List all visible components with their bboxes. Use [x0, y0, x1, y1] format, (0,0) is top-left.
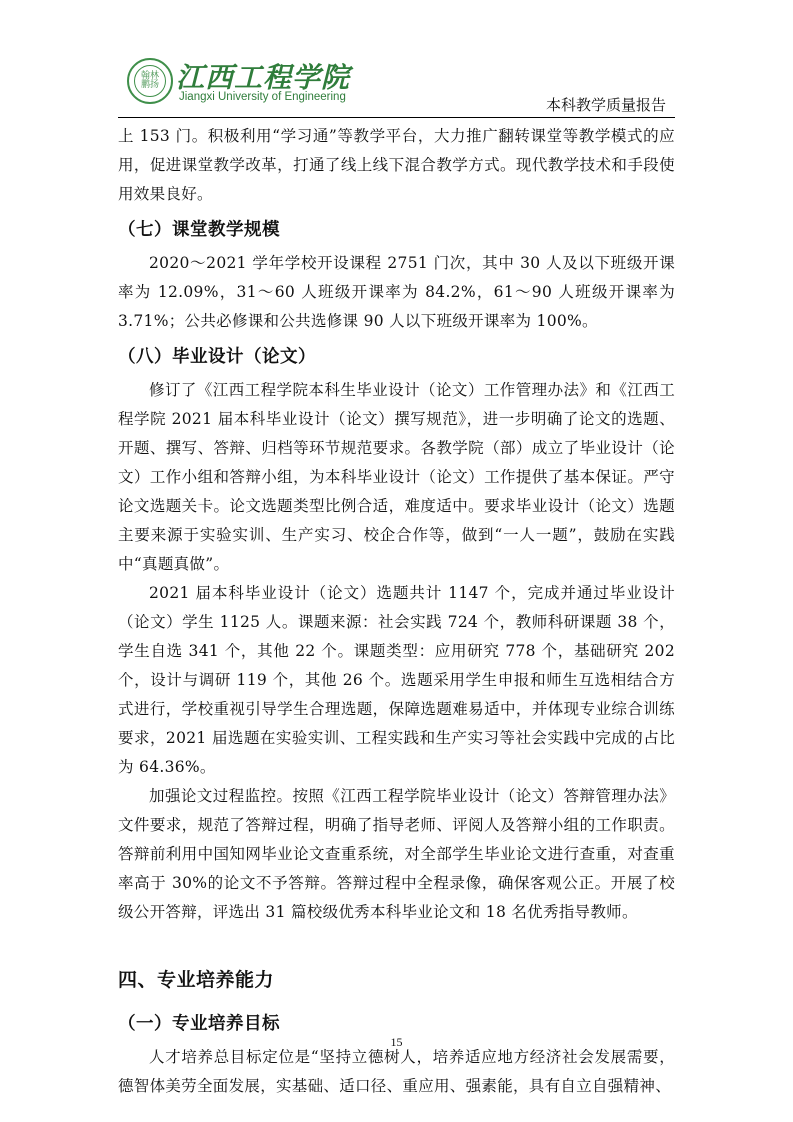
- paragraph-graduation-stats: 2021 届本科毕业设计（论文）选题共计 1147 个，完成并通过毕业设计（论文）学生 1125 人。课题来源：社会实践 724 个，教师科研课题 38 个，学生自选 341 个，其他 22 个。课题类型：应用研究 778 个，基础研究 202 个，设计与调研 119 个，其他 26 个。选题采用学生申报和师生互选相结合方式进行，学校重视引导学生合理选题，保障选题难易适中，并体现专业综合训练要求，2021 届选题在实验实训、工程实践和生产实习等社会实践中完成的占比为 64.36%。: [118, 584, 675, 776]
- heading-graduation-design: （八）毕业设计（论文）: [118, 347, 316, 367]
- seal-text: 翰林 鹏扬: [140, 71, 159, 90]
- university-seal-logo: [127, 58, 173, 104]
- header-divider: [118, 117, 675, 118]
- page-number: 15: [390, 1035, 403, 1049]
- paragraph-teaching-tech: 上 153 门。积极利用“学习通”等教学平台，大力推广翻转课堂等教学模式的应用，促进课堂教学改革，打通了线上线下混合教学方式。现代教学技术和手段使用效果良好。: [118, 127, 675, 203]
- heading-section-four: 四、专业培养能力: [118, 969, 275, 991]
- page-header: [0, 0, 793, 120]
- paragraph-class-size: 2020～2021 学年学校开设课程 2751 门次，其中 30 人及以下班级开课率为 12.09%，31～60 人班级开课率为 84.2%，61～90 人班级开课率为 3.71%；公共必修课和公共选修课 90 人以下班级开课率为 100%。: [118, 254, 675, 330]
- seal-inner-ring: [134, 65, 166, 97]
- heading-class-size: （七）课堂教学规模: [118, 220, 280, 240]
- paragraph-training-goals: 人才培养总目标定位是“坚持立德树人，培养适应地方经济社会发展需要，德智体美劳全面发展，实基础、适口径、重应用、强素能，具有自立自强精神、: [118, 1048, 675, 1095]
- page-body: [118, 122, 675, 1101]
- report-title: 本科教学质量报告: [545, 96, 666, 114]
- heading-training-goals: （一）专业培养目标: [118, 1014, 280, 1034]
- university-name-en: Jiangxi University of Engineering: [179, 91, 346, 103]
- university-name-cn: 江西工程学院: [176, 61, 351, 94]
- paragraph-thesis-monitoring: 加强论文过程监控。按照《江西工程学院毕业设计（论文）答辩管理办法》文件要求，规范了答辩过程，明确了指导老师、评阅人及答辩小组的工作职责。答辩前利用中国知网毕业论文查重系统，对全部学生毕业论文进行查重，对查重率高于 30%的论文不予答辩。答辩过程中全程录像，确保客观公正。开展了校级公开答辩，评选出 31 篇校级优秀本科毕业论文和 18 名优秀指导教师。: [118, 787, 675, 921]
- paragraph-graduation-rules: 修订了《江西工程学院本科生毕业设计（论文）工作管理办法》和《江西工程学院 2021 届本科毕业设计（论文）撰写规范》，进一步明确了论文的选题、开题、撰写、答辩、归档等环节规范要求。各教学院（部）成立了毕业设计（论文）工作小组和答辩小组，为本科毕业设计（论文）工作提供了基本保证。严守论文选题关卡。论文选题类型比例合适，难度适中。要求毕业设计（论文）选题主要来源于实验实训、生产实习、校企合作等，做到“一人一题”，鼓励在实践中“真题真做”。: [118, 381, 675, 573]
